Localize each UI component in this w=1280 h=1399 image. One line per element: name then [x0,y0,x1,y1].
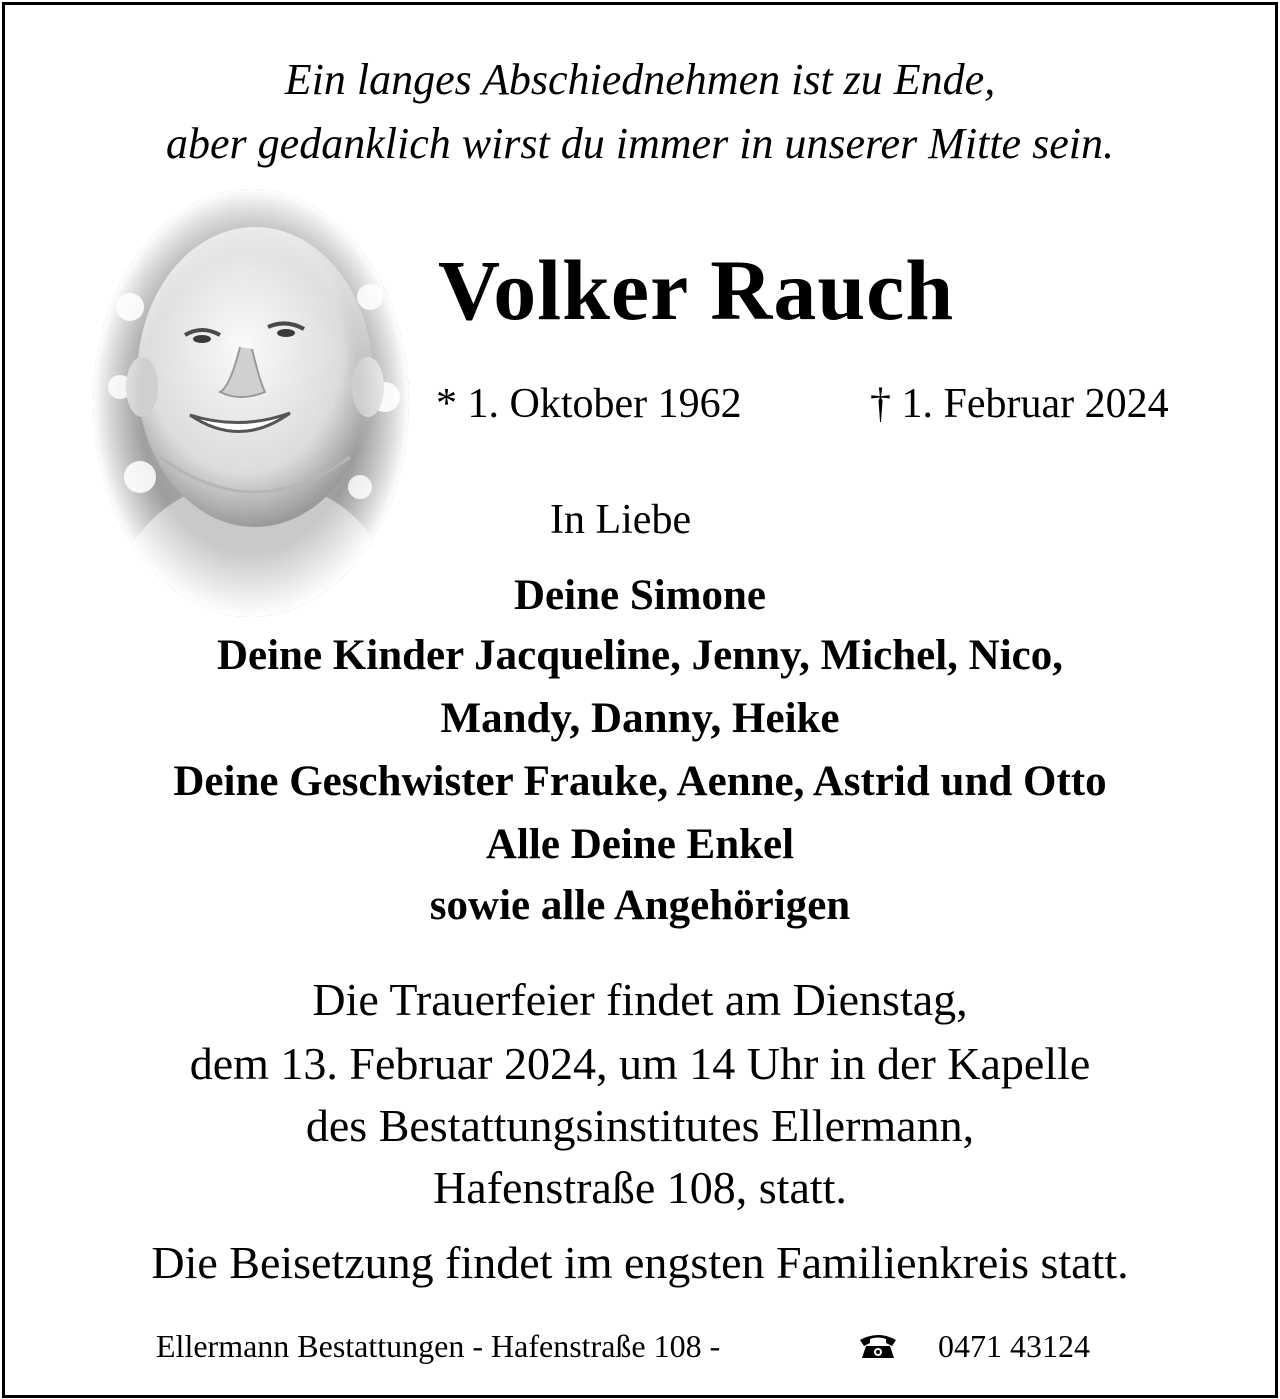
service-line: Hafenstraße 108, statt. [433,1162,847,1213]
quote-line-1: Ein langes Abschiednehmen ist zu Ende, [284,55,996,104]
mourner-line: Deine Simone [513,572,767,619]
footer-company: Ellermann Bestattungen - Hafenstraße 108 - [156,1328,721,1364]
mourner-line: Alle Deine Enkel [485,821,795,868]
death-date: † 1. Februar 2024 [870,381,1169,427]
in-liebe: In Liebe [550,497,692,543]
mourner-line: sowie alle Angehörigen [429,882,851,929]
mourner-line: Deine Kinder Jacqueline, Jenny, Michel, Nico, [216,632,1064,679]
portrait-photo [90,187,412,619]
mourner-line: Deine Geschwister Frauke, Aenne, Astrid und Otto [173,758,1107,805]
footer-phone: 0471 43124 [938,1328,1090,1364]
quote-line-2: aber gedanklich wirst du immer in unserer Mitte sein. [166,119,1114,168]
service-line: dem 13. Februar 2024, um 14 Uhr in der Kapelle [189,1038,1091,1089]
service-line: Die Trauerfeier findet am Dienstag, [312,974,968,1025]
deceased-name: Volker Rauch [438,242,955,338]
burial-note: Die Beisetzung findet im engsten Familienkreis statt. [151,1237,1129,1288]
mourner-line: Mandy, Danny, Heike [440,695,840,742]
telephone-icon [856,1330,900,1362]
service-line: des Bestattungsinstitutes Ellermann, [305,1100,975,1151]
birth-date: * 1. Oktober 1962 [436,381,742,427]
